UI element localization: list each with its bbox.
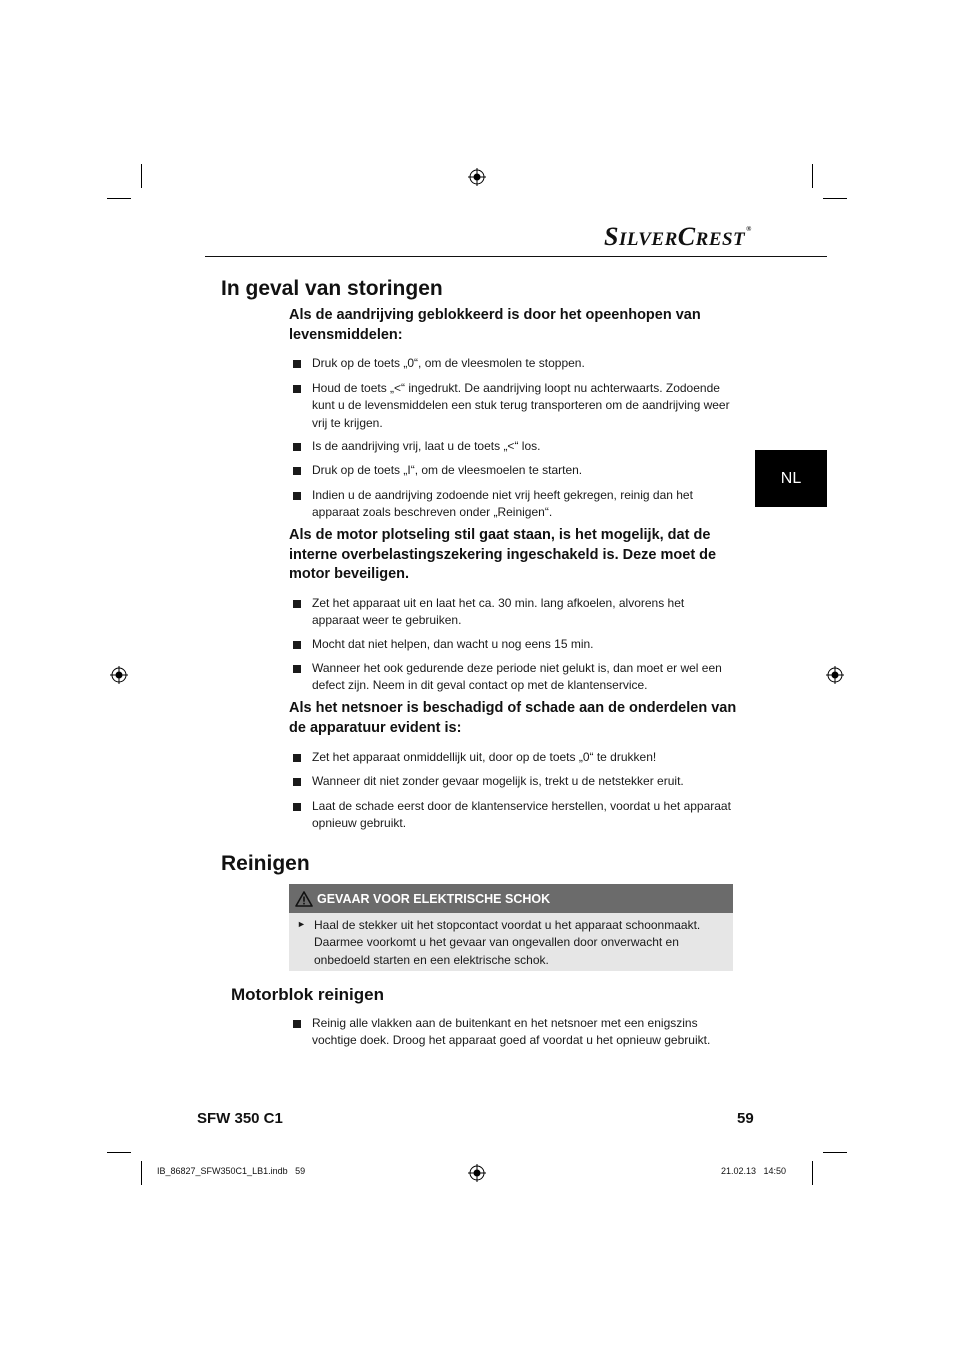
subsection-title-motorblok: Motorblok reinigen	[231, 985, 384, 1004]
registration-mark-icon	[468, 1164, 486, 1182]
warning-text: Haal de stekker uit het stopcontact voordat u het apparaat schoonmaakt. Daarmee voorkomt u het gevaar van ongevallen door onverwacht en onbedoeld starten en een elektrische schok.	[314, 918, 701, 967]
list-item: Druk op de toets „I“, om de vleesmoelen te starten.	[293, 462, 733, 479]
slug-file: IB_86827_SFW350C1_LB1.indb 59	[157, 1166, 306, 1176]
registration-mark-icon	[468, 168, 486, 186]
warning-header	[289, 884, 733, 913]
crop-mark	[141, 164, 142, 188]
list-item: Indien u de aandrijving zodoende niet vrij heeft gekregen, reinig dan het apparaat zoals beschreven onder „Reinigen“.	[293, 487, 733, 522]
subheading-motor-stops: Als de motor plotseling stil gaat staan, is het mogelijk, dat de interne overbelastingszekering ingeschakeld is. Deze moet de motor beveiligen.	[289, 527, 717, 582]
registration-mark-icon	[826, 666, 844, 684]
list-item: Is de aandrijving vrij, laat u de toets „<“ los.	[293, 438, 733, 455]
page-number: 59	[737, 1110, 754, 1127]
crop-mark	[107, 1152, 131, 1153]
bullet-square-icon	[293, 492, 301, 500]
bullet-square-icon	[293, 1020, 301, 1028]
bullet-square-icon	[293, 360, 301, 368]
bullet-square-icon	[293, 778, 301, 786]
bullet-square-icon	[293, 803, 301, 811]
subheading-blocked-drive: Als de aandrijving geblokkeerd is door het opeenhopen van levensmiddelen:	[289, 307, 701, 343]
slug-date: 21.02.13 14:50	[721, 1166, 787, 1176]
list-item: Wanneer dit niet zonder gevaar mogelijk is, trekt u de netstekker eruit.	[293, 773, 733, 790]
warning-body	[289, 913, 733, 971]
list-item: Wanneer het ook gedurende deze periode niet gelukt is, dan moet er wel een defect zijn. Neem in dit geval contact op met de klantenservice.	[293, 660, 733, 695]
list-item: Zet het apparaat uit en laat het ca. 30 min. lang afkoelen, alvorens het apparaat weer te gebruiken.	[293, 595, 733, 630]
header-rule	[205, 256, 827, 257]
registration-mark-icon	[110, 666, 128, 684]
bullet-square-icon	[293, 600, 301, 608]
warning-title: GEVAAR VOOR ELEKTRISCHE SCHOK	[317, 891, 551, 906]
list-item: Zet het apparaat onmiddellijk uit, door op de toets „0“ te drukken!	[293, 749, 733, 766]
bullet-square-icon	[293, 443, 301, 451]
crop-mark	[823, 1152, 847, 1153]
section-title-storingen: In geval van storingen	[221, 277, 443, 300]
bullet-square-icon	[293, 385, 301, 393]
crop-mark	[141, 1161, 142, 1185]
bullet-square-icon	[293, 641, 301, 649]
bullet-square-icon	[293, 754, 301, 762]
footer-model: SFW 350 C1	[197, 1110, 283, 1127]
list-item: Druk op de toets „0“, om de vleesmolen te stoppen.	[293, 355, 733, 372]
section-title-reinigen: Reinigen	[221, 852, 310, 875]
crop-mark	[812, 1161, 813, 1185]
subheading-damaged-cord: Als het netsnoer is beschadigd of schade aan de onderdelen van de apparatuur evident is:	[289, 700, 737, 736]
crop-mark	[107, 198, 131, 199]
bullet-square-icon	[293, 665, 301, 673]
arrow-right-icon: ►	[297, 919, 306, 929]
warning-triangle-icon	[295, 891, 313, 907]
crop-mark	[812, 164, 813, 188]
language-tab: NL	[755, 450, 827, 507]
bullet-square-icon	[293, 467, 301, 475]
brand-logo: SILVERCREST®	[604, 222, 752, 251]
list-item: Mocht dat niet helpen, dan wacht u nog eens 15 min.	[293, 636, 733, 653]
list-item: Reinig alle vlakken aan de buitenkant en het netsnoer met een enigszins vochtige doek. Droog het apparaat goed af voordat u het opnieuw gebruikt.	[293, 1015, 733, 1050]
crop-mark	[823, 198, 847, 199]
list-item: Houd de toets „<“ ingedrukt. De aandrijving loopt nu achterwaarts. Zodoende kunt u de levensmiddelen een stuk terug transporteren om de aandrijving weer vrij te krijgen.	[293, 380, 733, 432]
list-item: Laat de schade eerst door de klantenservice herstellen, voordat u het apparaat opnieuw gebruikt.	[293, 798, 733, 833]
